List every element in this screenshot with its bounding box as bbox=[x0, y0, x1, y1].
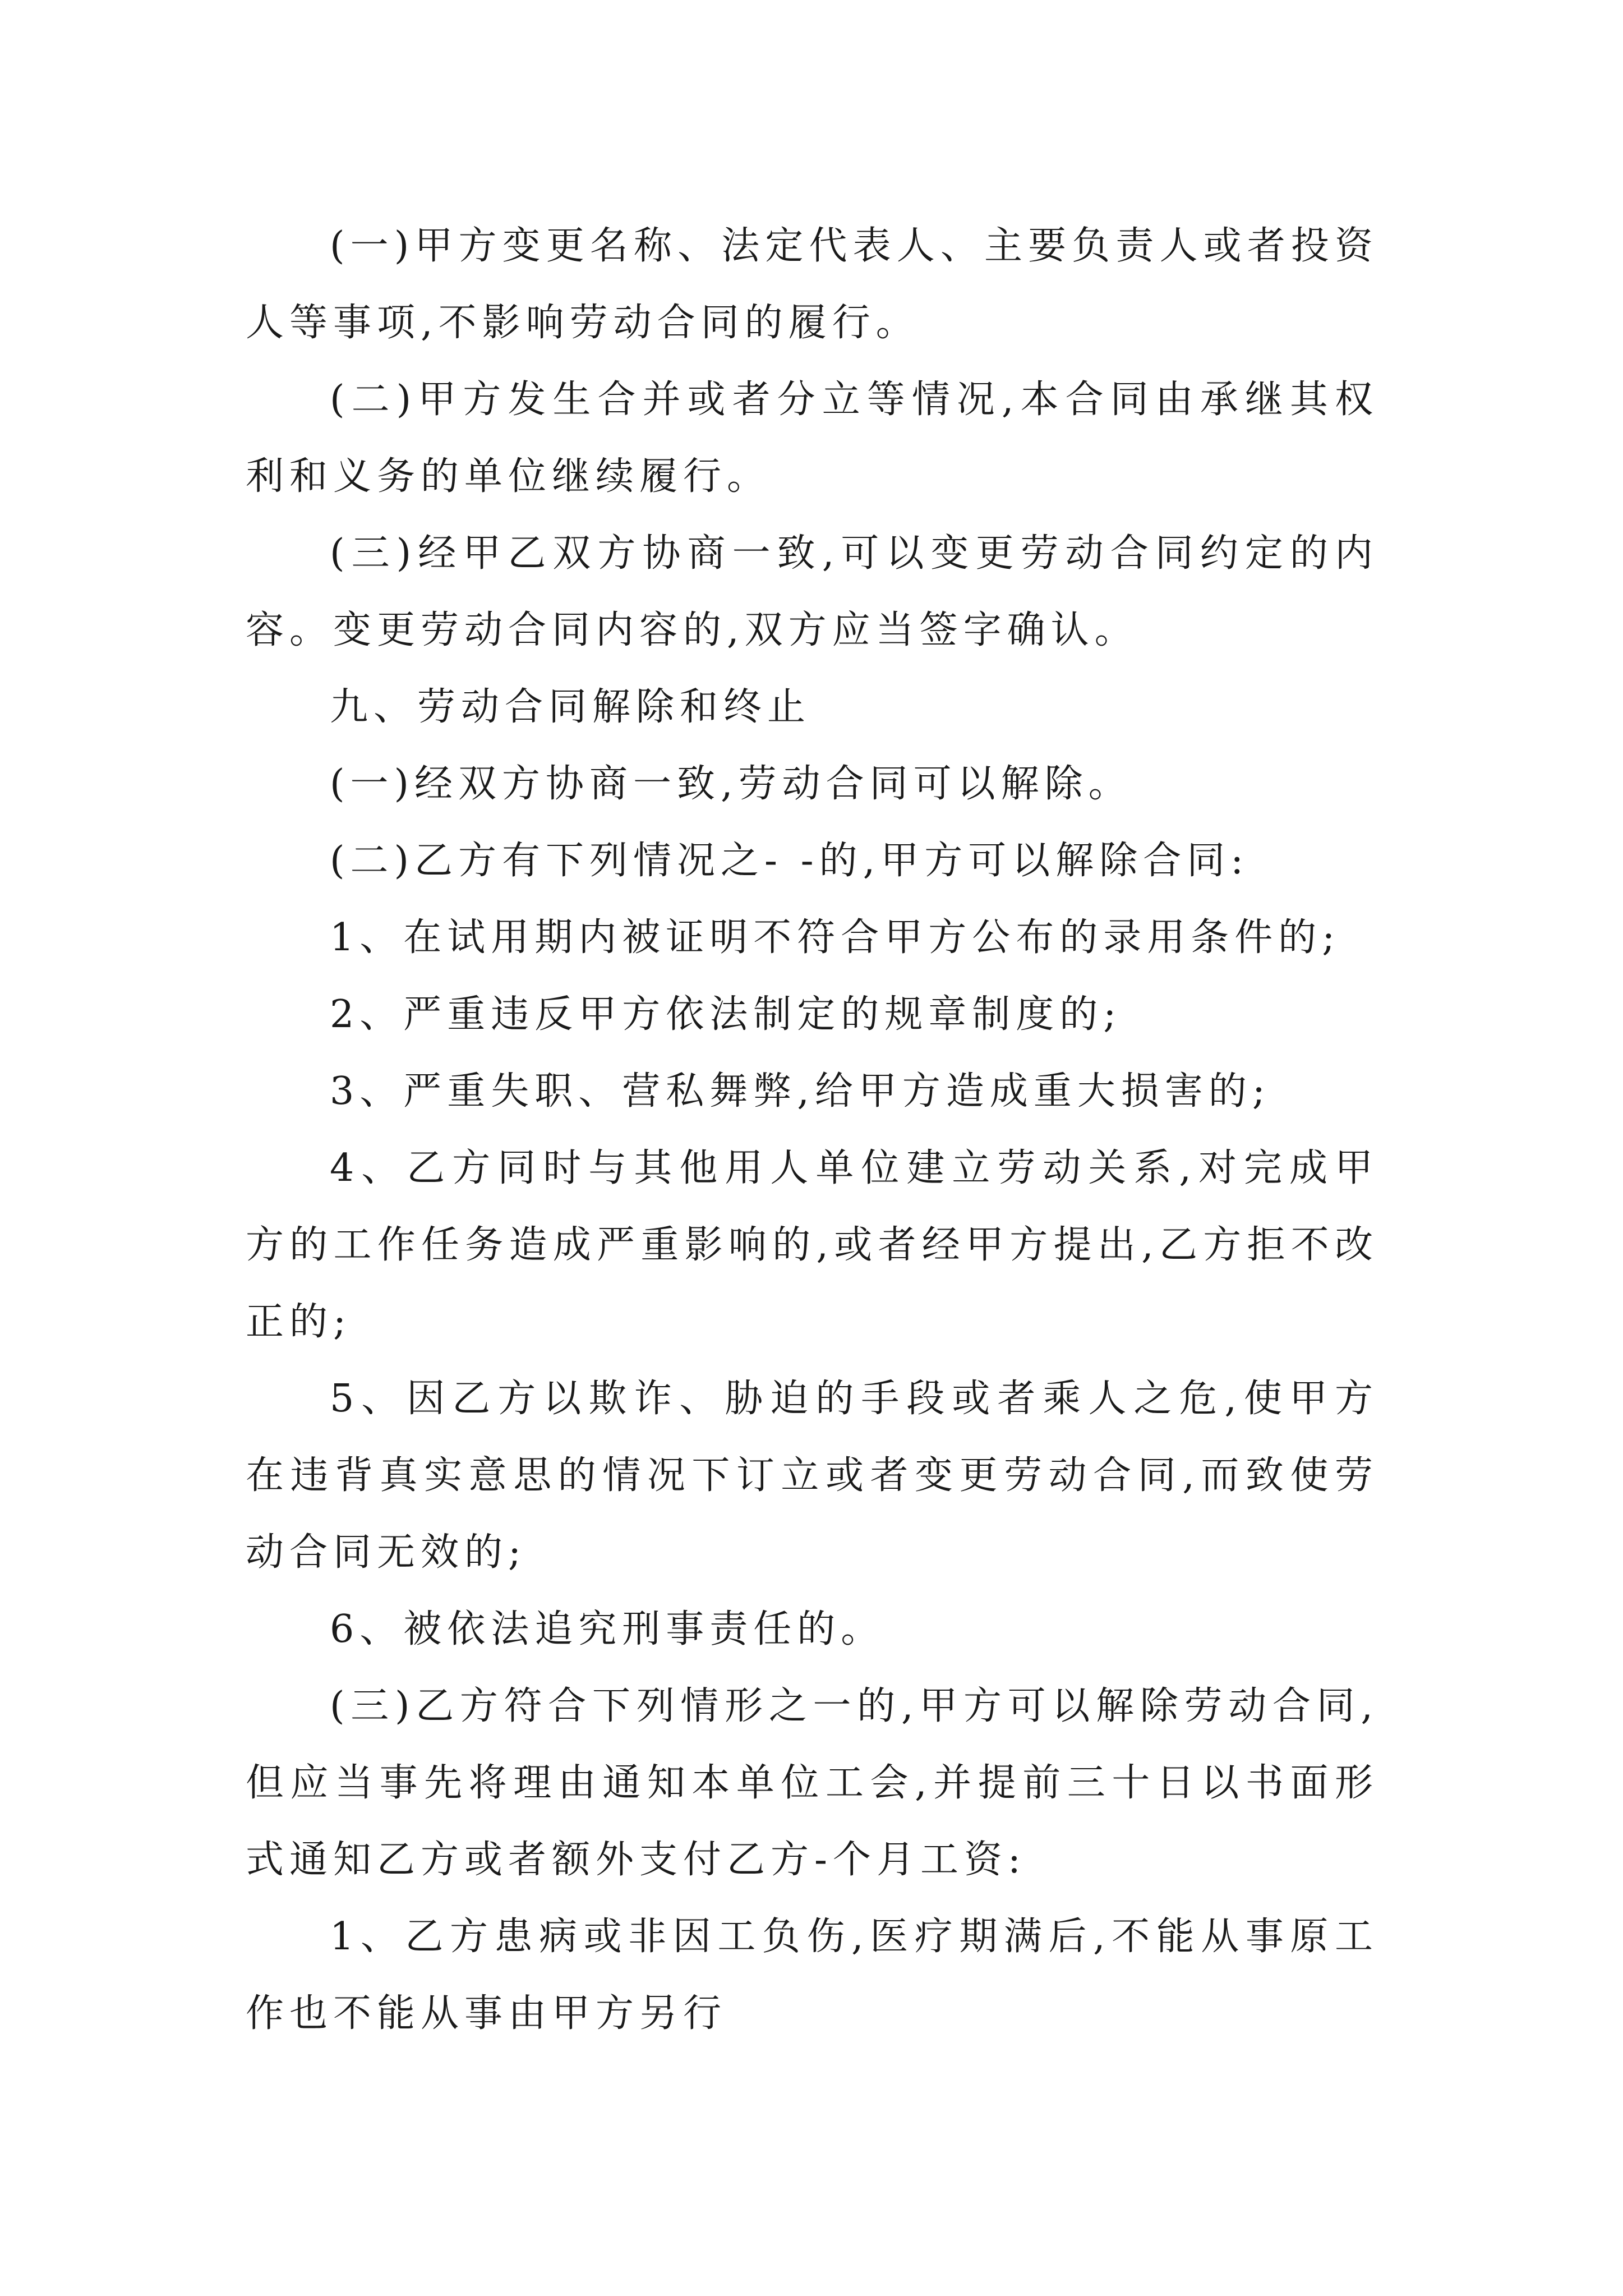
list-item-criminal-liability: 6、被依法追究刑事责任的。 bbox=[330, 1607, 885, 1651]
paragraph-mutual-termination: (一)经双方协商一致,劳动合同可以解除。 bbox=[330, 762, 1132, 806]
document-body bbox=[246, 208, 1378, 2052]
paragraph-employer-termination: (二)乙方有下列情况之- -的,甲方可以解除合同: bbox=[330, 839, 1249, 883]
paragraph-name-change: (一)甲方变更名称、法定代表人、主要负责人或者投资人等事项,不影响劳动合同的履行。 bbox=[246, 224, 1378, 345]
paragraph-merger: (二)甲方发生合并或者分立等情况,本合同由承继其权利和义务的单位继续履行。 bbox=[246, 378, 1378, 499]
list-item-probation: 1、在试用期内被证明不符合甲方公布的录用条件的; bbox=[330, 915, 1341, 960]
section-heading-termination: 九、劳动合同解除和终止 bbox=[330, 685, 811, 729]
paragraph-mutual-change: (三)经甲乙双方协商一致,可以变更劳动合同约定的内容。变更劳动合同内容的,双方应当签字确认。 bbox=[246, 531, 1378, 652]
list-item-dereliction: 3、严重失职、营私舞弊,给甲方造成重大损害的; bbox=[330, 1069, 1271, 1114]
list-item-fraud: 5、因乙方以欺诈、胁迫的手段或者乘人之危,使甲方在违背真实意思的情况下订立或者变更劳动合同,而致使劳动合同无效的; bbox=[246, 1377, 1378, 1575]
paragraph-notice-termination: (三)乙方符合下列情形之一的,甲方可以解除劳动合同,但应当事先将理由通知本单位工会,并提前三十日以书面形式通知乙方或者额外支付乙方-个月工资: bbox=[246, 1684, 1378, 1882]
list-item-rule-violation: 2、严重违反甲方依法制定的规章制度的; bbox=[330, 992, 1122, 1037]
list-item-concurrent-employment: 4、乙方同时与其他用人单位建立劳动关系,对完成甲方的工作任务造成严重影响的,或者经甲方提出,乙方拒不改正的; bbox=[246, 1146, 1378, 1344]
list-item-illness: 1、乙方患病或非因工负伤,医疗期满后,不能从事原工作也不能从事由甲方另行 bbox=[246, 1915, 1378, 2036]
